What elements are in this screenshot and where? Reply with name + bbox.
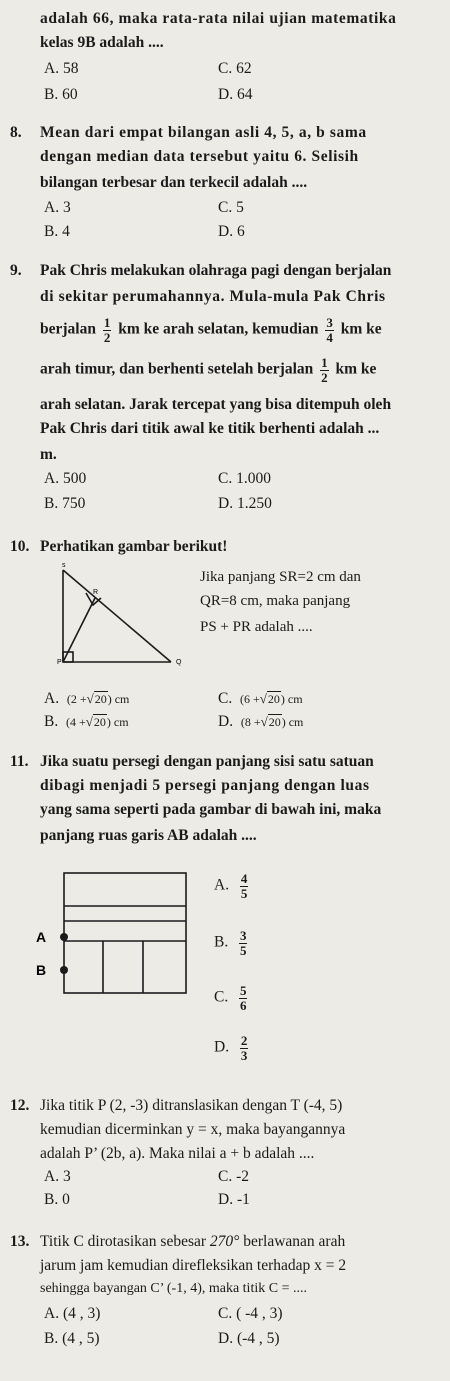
q12-number: 12. — [10, 1097, 30, 1114]
q13-option-a[interactable]: A. (4 , 3) — [44, 1305, 101, 1322]
q10-instruction: Perhatikan gambar berikut! — [40, 538, 228, 555]
q7-line1: adalah 66, maka rata-rata nilai ujian matematika — [40, 10, 397, 27]
unit-square — [64, 873, 186, 993]
q9-line6: Pak Chris dari titik awal ke titik berhenti adalah ... — [40, 420, 380, 437]
q13-option-d[interactable]: D. (-4 , 5) — [218, 1330, 280, 1347]
q10-option-a[interactable]: A. (2 +√20) cm — [44, 690, 130, 707]
q12-option-a[interactable]: A. 3 — [44, 1168, 71, 1185]
q9-line5: arah selatan. Jarak tercepat yang bisa ditempuh oleh — [40, 396, 392, 413]
q12-line2: kemudian dicerminkan y = x, maka bayangannya — [40, 1121, 346, 1138]
q7-option-c[interactable]: C. 62 — [218, 60, 252, 77]
label-s: s — [62, 562, 66, 569]
q10-number: 10. — [10, 538, 30, 555]
q9-line7: m. — [40, 446, 57, 463]
q9-line2: di sekitar perumahannya. Mula-mula Pak Chris — [40, 288, 386, 305]
q13-option-c[interactable]: C. ( -4 , 3) — [218, 1305, 283, 1322]
q11-line4: panjang ruas garis AB adalah .... — [40, 827, 257, 844]
q7-option-b[interactable]: B. 60 — [44, 86, 78, 103]
q11-line2: dibagi menjadi 5 persegi panjang dengan luas — [40, 777, 370, 794]
q9-option-b[interactable]: B. 750 — [44, 495, 86, 512]
q12-line3: adalah P’ (2b, a). Maka nilai a + b adalah .... — [40, 1145, 315, 1162]
q9-option-a[interactable]: A. 500 — [44, 470, 87, 487]
right-triangle-figure — [40, 560, 200, 680]
q11-option-c[interactable]: C. $\frac{5}{6}$ — [214, 983, 247, 1013]
q7-line2: kelas 9B adalah .... — [40, 34, 164, 51]
q8-option-a[interactable]: A. 3 — [44, 199, 71, 216]
q11-line1: Jika suatu persegi dengan panjang sisi satu satuan — [40, 753, 374, 770]
q12-option-d[interactable]: D. -1 — [218, 1191, 250, 1208]
q12-option-c[interactable]: C. -2 — [218, 1168, 250, 1185]
q8-line2: dengan median data tersebut yaitu 6. Selisih — [40, 148, 359, 165]
side-rq — [63, 570, 171, 662]
q13-option-b[interactable]: B. (4 , 5) — [44, 1330, 100, 1347]
q13-line1: Titik C dirotasikan sebesar 270° berlawanan arah — [40, 1233, 346, 1250]
label-r: R — [93, 589, 99, 596]
label-a: A — [36, 929, 47, 945]
q9-option-d[interactable]: D. 1.250 — [218, 495, 272, 512]
q8-number: 8. — [10, 124, 22, 141]
q8-option-b[interactable]: B. 4 — [44, 223, 70, 240]
label-q: Q — [176, 659, 182, 666]
q10-option-d[interactable]: D. (8 +√20) cm — [218, 713, 304, 730]
q7-option-a[interactable]: A. 58 — [44, 60, 79, 77]
q12-line1: Jika titik P (2, -3) ditranslasikan dengan T (-4, 5) — [40, 1097, 343, 1114]
q10-option-c[interactable]: C. (6 +√20) cm — [218, 690, 303, 707]
q8-line3: bilangan terbesar dan terkecil adalah .... — [40, 174, 308, 191]
point-b — [60, 966, 68, 974]
divided-square-figure — [30, 868, 195, 998]
q9-fraction-3: $\frac{1}{2}$ — [321, 355, 328, 385]
q10-text3: PS + PR adalah .... — [200, 619, 313, 635]
q13-number: 13. — [10, 1233, 30, 1250]
q9-number: 9. — [10, 262, 22, 279]
q11-line3: yang sama seperti pada gambar di bawah ini, maka — [40, 801, 382, 818]
q13-line3: sehingga bayangan C’ (-1, 4), maka titik C = .... — [40, 1281, 307, 1296]
q13-line2: jarum jam kemudian direfleksikan terhadap x = 2 — [40, 1257, 347, 1274]
q11-option-d[interactable]: D. $\frac{2}{3}$ — [214, 1033, 248, 1063]
point-a — [60, 933, 68, 941]
q9-fraction-2: $\frac{3}{4}$ — [326, 315, 333, 345]
q11-option-b[interactable]: B. $\frac{3}{5}$ — [214, 928, 247, 958]
q8-option-c[interactable]: C. 5 — [218, 199, 244, 216]
q9-fraction-1: $\frac{1}{2}$ — [103, 315, 111, 345]
q9-line4: arah timur, dan berhenti setelah berjalan $\frac{1}{2}$ km ke — [40, 355, 377, 385]
q8-option-d[interactable]: D. 6 — [218, 223, 245, 240]
q7-option-d[interactable]: D. 64 — [218, 86, 253, 103]
label-b: B — [36, 962, 47, 978]
q9-line3: berjalan $\frac{1}{2}$ km ke arah selatan, kemudian $\frac{3}{4}$ km ke — [40, 315, 382, 345]
q9-line1: Pak Chris melakukan olahraga pagi dengan berjalan — [40, 262, 392, 279]
q12-option-b[interactable]: B. 0 — [44, 1191, 70, 1208]
q9-option-c[interactable]: C. 1.000 — [218, 470, 271, 487]
q11-number: 11. — [10, 753, 29, 770]
label-p: P — [57, 659, 62, 666]
q10-text1: Jika panjang SR=2 cm dan — [200, 569, 361, 585]
q10-option-b[interactable]: B. (4 +√20) cm — [44, 713, 129, 730]
q11-option-a[interactable]: A. $\frac{4}{5}$ — [214, 871, 248, 901]
q8-line1: Mean dari empat bilangan asli 4, 5, a, b sama — [40, 124, 367, 141]
q10-text2: QR=8 cm, maka panjang — [200, 593, 351, 609]
